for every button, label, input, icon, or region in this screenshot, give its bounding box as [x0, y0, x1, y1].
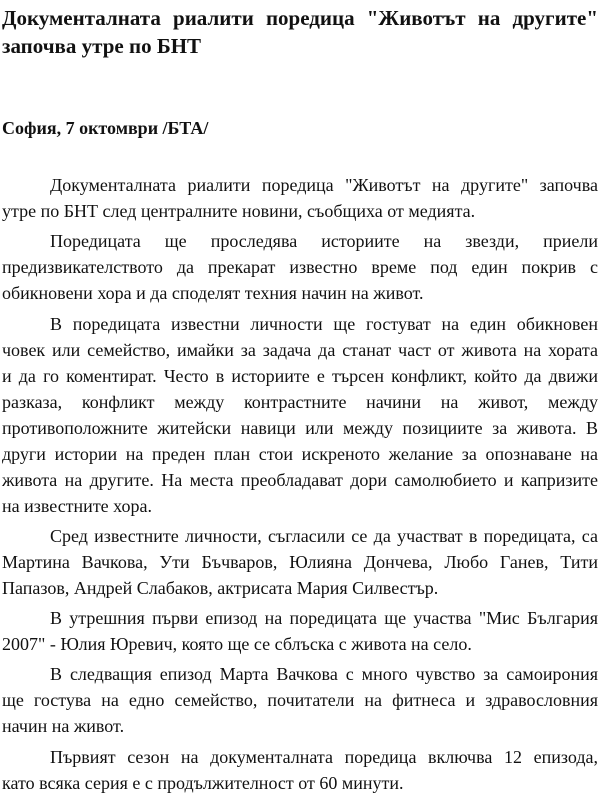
paragraph-line: В утрешния първи епизод на поредицата ще участва "Мис България: [50, 608, 598, 629]
paragraph-line: на известните хора.: [2, 495, 152, 516]
paragraph-line: утре по БНТ след централните новини, съобщиха от медията.: [2, 201, 476, 221]
dateline: София, 7 октомври /БТА/: [2, 118, 209, 138]
article-body: [2, 172, 598, 800]
paragraph-line: предизвикателството да прекарат известно време под един покрив с: [2, 257, 598, 278]
title-line-2: започва утре по БНТ: [2, 34, 202, 58]
title-line-1: Документалната риалити поредица "Животът на другите": [2, 6, 598, 30]
paragraph: [2, 172, 598, 224]
paragraph-line: Сред известните личности, съгласили се да участват в поредицата, са: [50, 525, 598, 546]
paragraph-line: Поредицата ще проследява историите на звезди, приели: [50, 231, 598, 252]
paragraph: [2, 523, 598, 601]
paragraph-line: Папазов, Андрей Слабаков, актрисата Мария Силвестър.: [2, 577, 439, 598]
paragraph-line: В следващия епизод Марта Вачкова с много чувство за самоирония: [50, 664, 598, 685]
paragraph-line: Първият сезон на документалната поредица включва 12 епизода,: [50, 746, 598, 767]
paragraph-line: човек или семейство, имайки за задача да станат част от живота на хората: [2, 339, 598, 360]
paragraph-line: В поредицата известни личности ще гостуват на един обикновен: [50, 313, 598, 334]
paragraph-line: други истории на преден план стои искреното желание за опознаване на: [2, 443, 598, 464]
paragraph-line: Документалната риалити поредица "Животът на другите" започва: [50, 175, 598, 195]
paragraph: [2, 228, 598, 306]
paragraph-line: 2007" - Юлия Юревич, която ще се сблъска с живота на село.: [2, 634, 472, 655]
paragraph-line: начин на живот.: [2, 716, 125, 737]
paragraph: [2, 311, 598, 519]
paragraph: [2, 605, 598, 657]
paragraph-line: ще гостува на едно семейство, почитатели на фитнеса и здравословния: [2, 690, 598, 711]
paragraph: [2, 744, 598, 796]
article-title: [2, 4, 598, 60]
paragraph: [2, 661, 598, 739]
paragraph-line: и да го коментират. Често в историите е търсен конфликт, който да движи: [2, 365, 598, 386]
paragraph-line: обикновени хора и да споделят техния начин на живот.: [2, 283, 424, 304]
paragraph-line: разказа, конфликт между контрастните начини на живот, между: [2, 391, 598, 412]
paragraph-line: Мартина Вачкова, Ути Бъчваров, Юлияна Дончева, Любо Ганев, Тити: [2, 551, 598, 572]
paragraph-line: противоположните житейски навици или между позициите за живота. В: [2, 417, 598, 438]
paragraph-line: живота на другите. На места преобладават дори самолюбието и капризите: [2, 469, 598, 490]
paragraph-line: като всяка серия е с продължителност от 60 минути.: [2, 772, 404, 793]
